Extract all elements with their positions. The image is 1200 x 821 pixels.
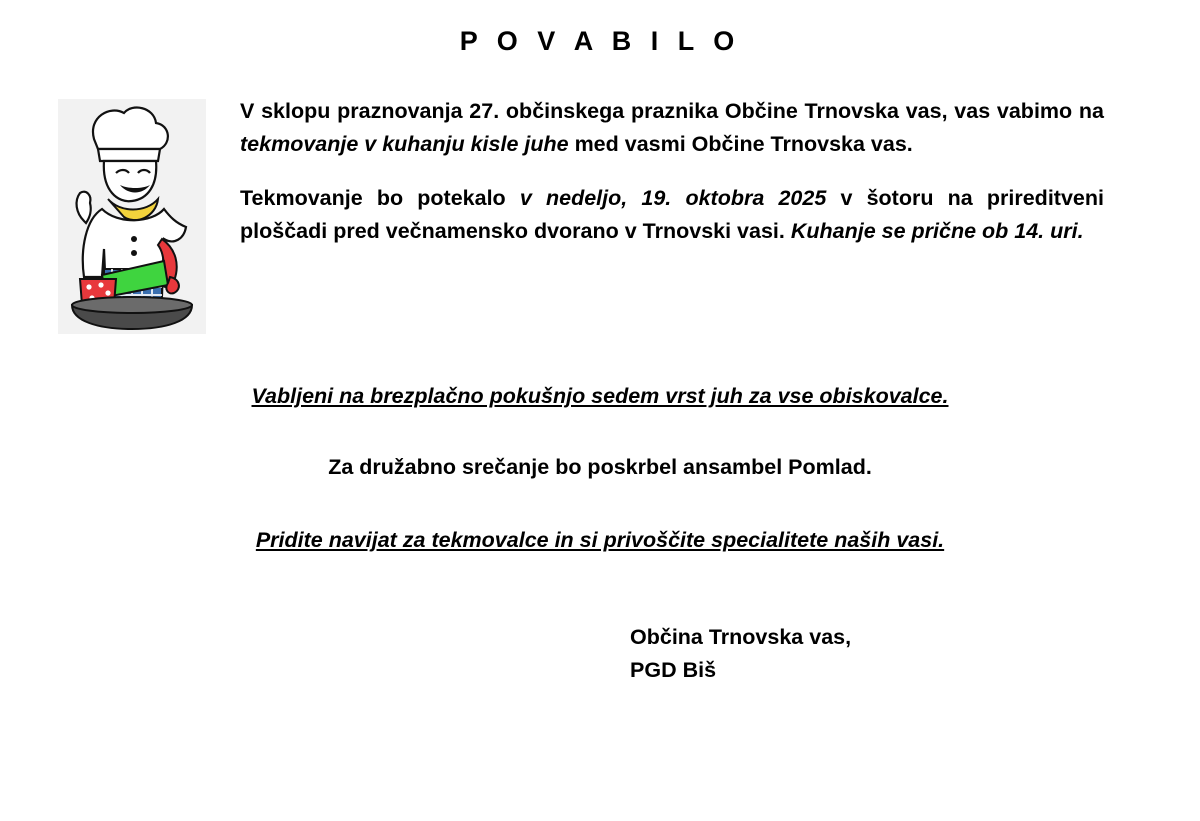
chef-cooking-illustration: [58, 99, 206, 334]
intro-segment-3: med vasmi Občine Trnovska vas.: [568, 131, 913, 156]
highlight-line-tasting-text: Vabljeni na brezplačno pokušnjo sedem vrst juh za vse obiskovalce.: [251, 384, 949, 408]
intro-segment-2: tekmovanje v kuhanju kisle juhe: [240, 131, 569, 156]
signature-block: [0, 621, 1200, 688]
intro-text: [240, 95, 1104, 248]
highlight-line-band: [0, 455, 1200, 480]
signature-line-2: PGD Biš: [630, 658, 717, 683]
highlight-line-tasting: [0, 384, 1200, 409]
highlight-line-come-cheer: [0, 528, 1200, 553]
whenwhere-segment-3: v šotoru na prireditveni ploščadi pred večnamensko dvorano v Trnovski vasi.: [240, 186, 1104, 244]
whenwhere-segment-2: v nedeljo, 19. oktobra 2025: [519, 186, 827, 211]
whenwhere-segment-1: Tekmovanje bo potekalo: [240, 186, 520, 211]
intro-segment-1: V sklopu praznovanja 27. občinskega praznika Občine Trnovska vas, vas vabimo na: [240, 99, 1104, 123]
highlight-line-come-cheer-text: Pridite navijat za tekmovalce in si privoščite specialitete naših vasi.: [255, 528, 945, 552]
paragraph-when-where: [240, 182, 1104, 247]
intro-block: [0, 95, 1200, 334]
highlight-line-band-text: Za družabno srečanje bo poskrbel ansambel Pomlad.: [328, 455, 872, 479]
document-page: [0, 26, 1200, 821]
page-title: P O V A B I L O: [459, 26, 741, 56]
whenwhere-segment-4: Kuhanje se prične ob 14. uri.: [790, 219, 1084, 244]
signature-line-1: Občina Trnovska vas,: [630, 625, 852, 649]
paragraph-intro: [240, 95, 1104, 160]
